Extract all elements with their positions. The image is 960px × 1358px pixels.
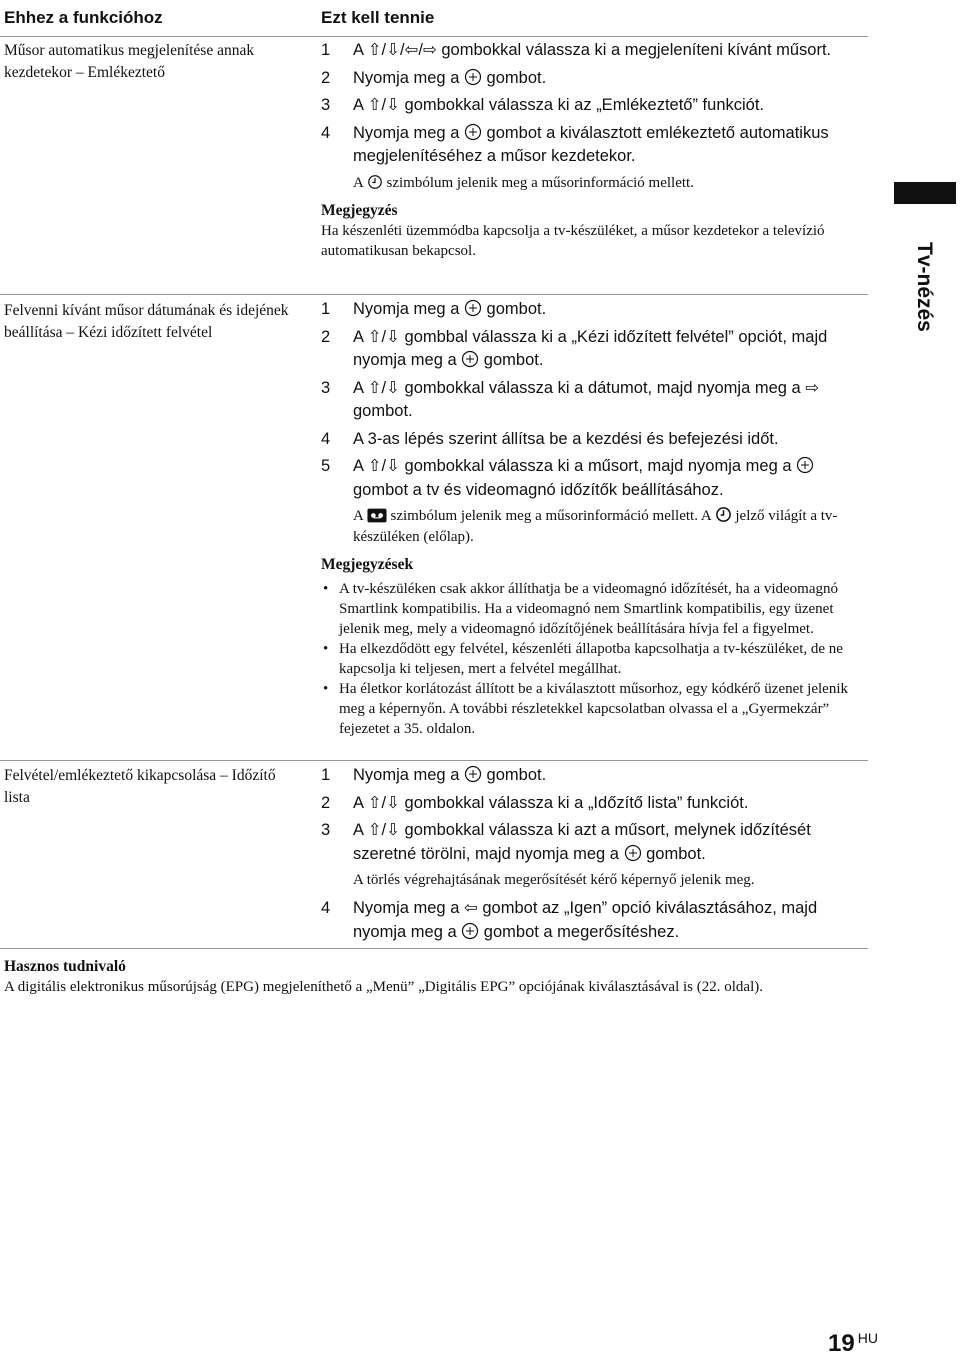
step-text: A [353,793,368,812]
section-tab-marker [894,182,956,204]
step-number: 1 [321,41,331,59]
step-item: 3 A ⇧/⇩ gombokkal válassza ki azt a műsort, melynek időzítését szeretné törölni, majd nyomja meg a gombot. [321,821,811,863]
column-header-action: Ezt kell tennie [321,8,435,27]
ok-button-icon [461,922,479,940]
step-item: 2 A ⇧/⇩ gombbal válassza ki a „Kézi időzített felvétel” opciót, majd nyomja meg a gombot. [321,327,828,369]
arrow-right-icon: ⇨ [422,41,437,59]
step-number: 1 [321,300,331,318]
arrow-down-icon: ⇩ [386,378,400,397]
step-item: 2 A ⇧/⇩ gombokkal válassza ki a „Időzítő lista” funkciót. [321,792,869,816]
clock-icon [367,174,383,190]
subnote-text: A [353,174,367,191]
feature-manual-timer: Felvenni kívánt műsor dátumának és idejének beállítása – Kézi időzített felvétel [4,302,289,341]
ok-button-icon [796,456,814,474]
arrow-down-icon: ⇩ [386,41,400,59]
arrow-up-icon: ⇧ [367,378,382,397]
ok-button-icon [464,68,482,86]
step-number: 2 [321,327,331,346]
step-number: 4 [321,123,331,142]
step-text: A [353,378,368,397]
step-item: 1 A ⇧/⇩/⇦/⇨ gombokkal válassza ki a megjeleníteni kívánt műsort. [321,39,869,63]
step-text: gombokkal válassza ki a műsort, majd nyomja meg a [399,457,797,475]
step-text: Nyomja meg a [353,123,464,142]
step-subnote [353,173,869,194]
step-number: 4 [321,899,331,917]
step-text: A [353,457,368,475]
step-subnote [353,506,869,548]
step-item [321,122,869,169]
arrow-left-icon: ⇦ [404,41,419,59]
step-item: 5 A ⇧/⇩ gombokkal válassza ki a műsort, majd nyomja meg a gombot a tv és videomagnó időzítők beállításához. [321,455,869,502]
step-text: A [353,41,368,59]
arrow-left-icon: ⇦ [463,899,478,917]
ok-button-icon [461,350,479,368]
page-language: HU [857,1330,878,1346]
tips-section [4,956,904,998]
list-item: • A tv-készüléken csak akkor állíthatja be a videomagnó időzítését, ha a videomagnó Smartlink kompatibilis. Ha a videomagnó nem Smartlink kompatibilis, egy üzenet jelenik meg, mely a videomagnó időzítőjének beállítására hívja fel a figyelmet. [323,581,838,637]
arrow-up-icon: ⇧ [367,41,382,59]
steps-timer-list [321,764,869,948]
steps-manual-timer [321,298,869,739]
step-number: 4 [321,429,331,448]
step-text: gombot. [481,68,547,87]
step-number: 1 [321,766,331,784]
subnote-text: szimbólum jelenik meg a műsorinformáció mellett. A [386,508,715,524]
step-text: gombot az „Igen” opció kiválasztásához, majd nyomja meg a [353,899,818,941]
step-number: 2 [321,68,331,87]
note-heading: Megjegyzés [321,201,398,219]
step-item: 3 A ⇧/⇩ gombokkal válassza ki az „Emlékeztető” funkciót. [321,94,869,118]
step-text: gombot. [481,300,547,318]
step-text: A [353,327,368,346]
page-number-value: 19 [828,1330,855,1357]
step-text: Nyomja meg a [353,766,464,784]
section-tab-label: Tv-nézés [913,242,936,332]
arrow-up-icon: ⇧ [367,821,382,839]
arrow-down-icon: ⇩ [386,327,400,346]
step-text: gombot a megerősítéshez. [479,922,680,941]
ok-button-icon [464,299,482,317]
subnote-text: szimbólum jelenik meg a műsorinformáció mellett. [382,174,694,191]
note-text: A tv-készüléken csak akkor állíthatja be a videomagnó időzítését, ha a videomagnó Smartlink kompatibilis. Ha a videomagnó nem Smartlink kompatibilis, egy üzenet jelenik meg, mely a videomagnó időzítőjének beállítására hívja fel a figyelmet. [339,581,838,637]
feature-timer-list: Felvétel/emlékeztető kikapcsolása – Időzítő lista [4,767,276,806]
arrow-up-icon: ⇧ [367,793,382,812]
clock-icon [715,506,732,523]
subnote-text: jelző világít a tv-készüléken (előlap). [353,508,838,545]
step-text: gombokkal válassza ki az „Emlékeztető” funkciót. [399,96,765,114]
row-divider [0,948,868,949]
step-number: 3 [321,821,331,839]
steps-reminder [321,39,869,261]
feature-reminder: Műsor automatikus megjelenítése annak kezdetekor – Emlékeztető [4,42,255,81]
step-number: 5 [321,457,331,475]
arrow-down-icon: ⇩ [386,821,400,839]
notes-list [321,579,869,739]
step-item: 3 A ⇧/⇩ gombokkal válassza ki a dátumot, majd nyomja meg a ⇨ gombot. [321,378,820,420]
step-subnote: A törlés végrehajtásának megerősítését kérő képernyő jelenik meg. [353,872,755,888]
arrow-up-icon: ⇧ [367,457,382,475]
tips-heading: Hasznos tudnivaló [4,958,126,975]
step-item [321,298,869,322]
ok-button-icon [624,844,642,862]
step-text: gombokkal válassza ki azt a műsort, melynek időzítését szeretné törölni, majd nyomja meg a [353,821,811,863]
step-text: gombot. [353,402,413,420]
arrow-down-icon: ⇩ [386,793,400,812]
step-text: gombbal válassza ki a „Kézi időzített felvétel” opciót, majd nyomja meg a [353,327,828,369]
notes-heading: Megjegyzések [321,556,414,573]
arrow-up-icon: ⇧ [367,96,382,114]
note-text: Ha készenléti üzemmódba kapcsolja a tv-készüléket, a műsor kezdetekor a televízió automatikusan bekapcsol. [321,222,825,259]
step-text: gombot a tv és videomagnó időzítők beállításához. [353,480,724,499]
arrow-up-icon: ⇧ [367,327,382,346]
step-number: 2 [321,793,331,812]
subnote-text: A [353,508,367,524]
step-text: gombot. [641,844,706,863]
column-header-feature: Ehhez a funkcióhoz [4,8,163,27]
step-text: A [353,96,368,114]
step-text: A [353,821,368,839]
page-number [828,1330,878,1358]
ok-button-icon [464,765,482,783]
arrow-right-icon: ⇨ [805,378,820,397]
step-text: gombot. [481,766,547,784]
step-text: Nyomja meg a [353,68,464,87]
step-text: gombot a kiválasztott emlékeztető automatikus megjelenítéséhez a műsor kezdetekor. [353,123,829,165]
list-item: • Ha életkor korlátozást állított be a kiválasztott műsorhoz, egy kódkérő üzenet jelenik meg a képernyőn. A további részletekkel kapcsolatban olvassa el a „Gyermekzár” fejezetet a 35. oldalon. [323,681,848,737]
step-text: Nyomja meg a [353,300,464,318]
row-divider [0,294,868,295]
step-text: gombokkal válassza ki a megjeleníteni kívánt műsort. [436,41,832,59]
step-text: gombokkal válassza ki a dátumot, majd nyomja meg a [399,378,806,397]
note-text: Ha elkezdődött egy felvétel, készenléti állapotba kapcsolhatja a tv-készüléket, de ne kapcsolja ki teljesen, mert a felvétel megállhat. [339,641,843,677]
note-text: Ha életkor korlátozást állított be a kiválasztott műsorhoz, egy kódkérő üzenet jelenik meg a képernyőn. A további részletekkel kapcsolatban olvassa el a „Gyermekzár” fejezetet a 35. oldalon. [339,681,848,737]
row-divider [0,760,868,761]
step-text: gombokkal válassza ki a „Időzítő lista” funkciót. [399,793,749,812]
cassette-icon [367,508,387,523]
step-item [321,897,869,944]
arrow-down-icon: ⇩ [386,96,400,114]
step-text: Nyomja meg a [353,899,464,917]
step-number: 3 [321,96,331,114]
step-number: 3 [321,378,331,397]
table-header [0,0,868,37]
tips-text: A digitális elektronikus műsorújság (EPG) megjeleníthető a „Menü” „Digitális EPG” opciójának kiválasztásával is (22. oldal). [4,979,763,995]
arrow-down-icon: ⇩ [386,457,400,475]
step-item [321,428,869,452]
step-text: A 3-as lépés szerint állítsa be a kezdési és befejezési időt. [353,429,779,448]
step-item [321,764,869,788]
list-item: • Ha elkezdődött egy felvétel, készenléti állapotba kapcsolhatja a tv-készüléket, de ne kapcsolja ki teljesen, mert a felvétel megállhat. [323,641,843,677]
step-text: gombot. [479,351,544,369]
step-item [321,67,869,91]
ok-button-icon [464,123,482,141]
